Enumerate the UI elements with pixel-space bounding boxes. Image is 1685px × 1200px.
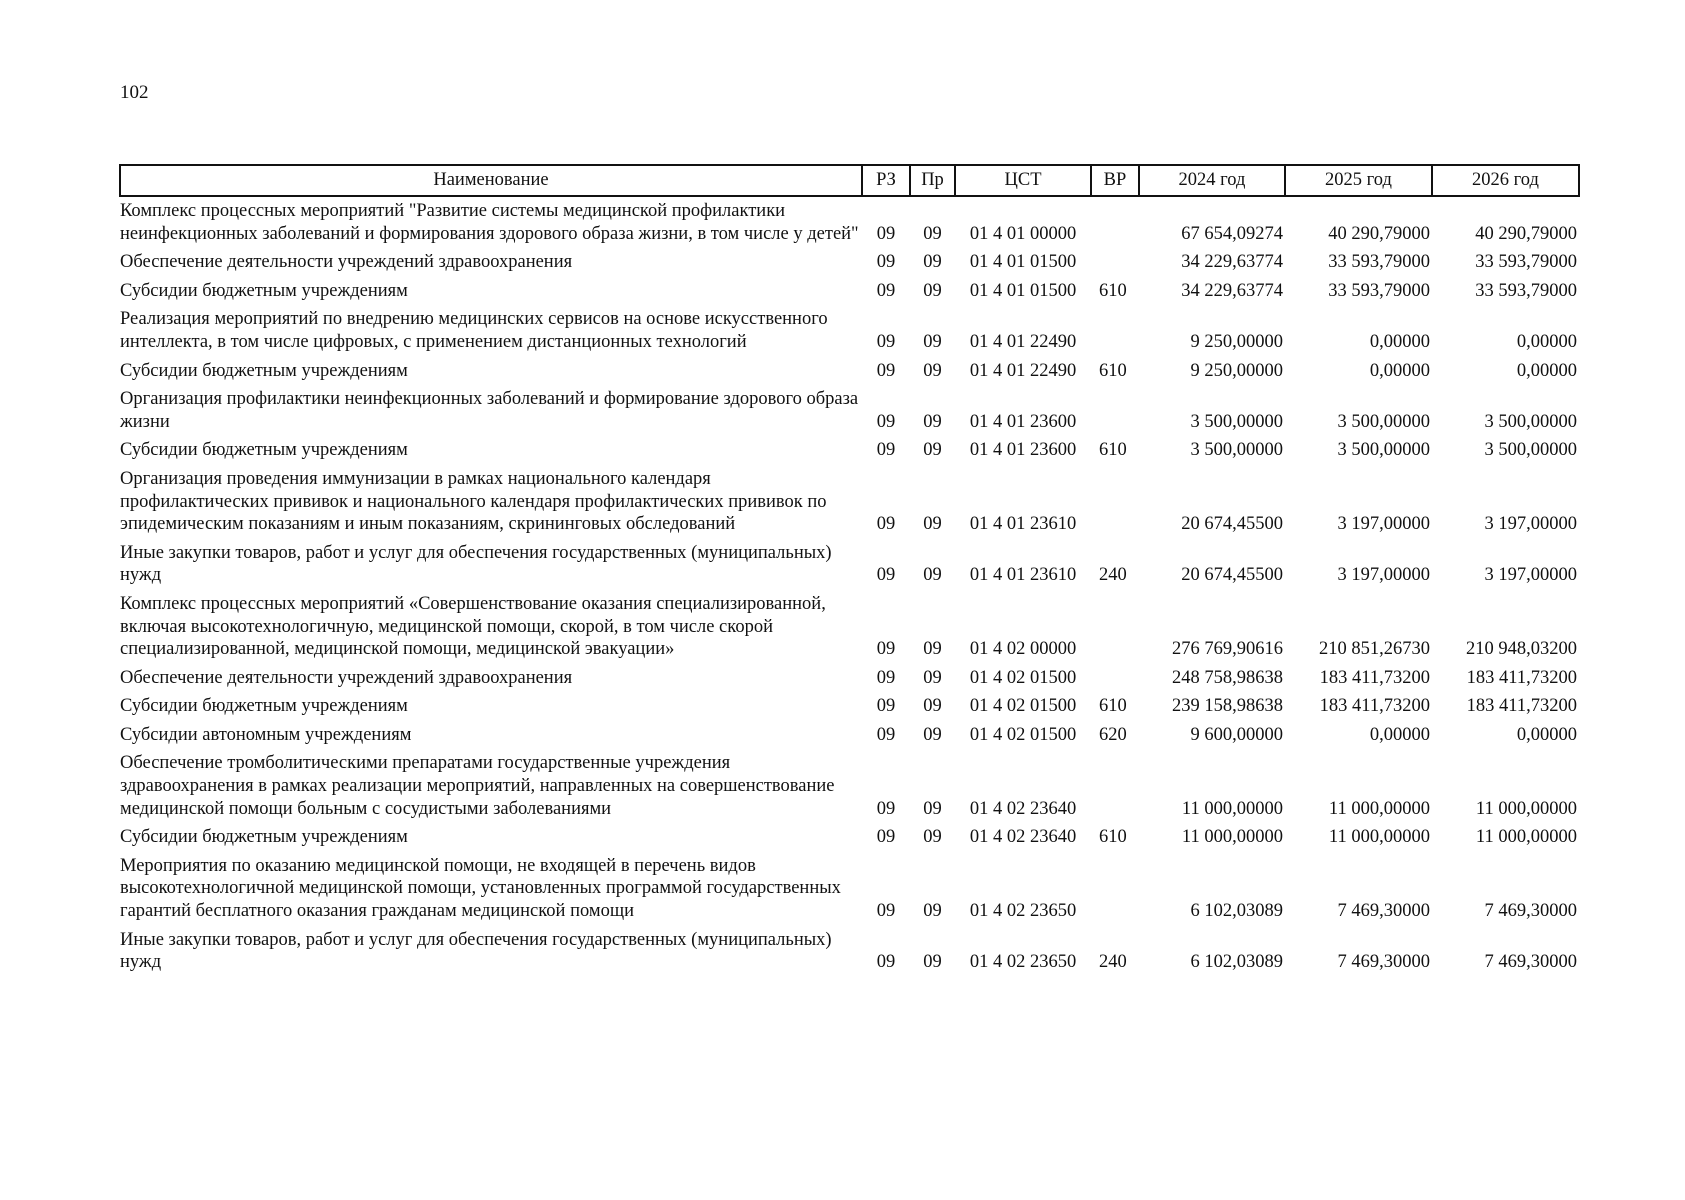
row-cst-cell: 01 4 01 00000 (969, 223, 1077, 244)
row-name-cell: Иные закупки товаров, работ и услуг для обеспечения государственных (муниципальных) нужд (120, 929, 832, 973)
row-pr-cell: 09 (923, 827, 942, 848)
row-vr-cell: 240 (1099, 565, 1127, 586)
row-rz-cell: 09 (876, 252, 896, 273)
row-cst-cell: 01 4 01 01500 (969, 280, 1077, 301)
row-2025-cell: 33 593,79000 (1328, 252, 1430, 273)
row-pr-cell: 09 (923, 252, 942, 273)
row-pr-cell: 09 (923, 696, 942, 717)
row-2025-cell: 0,00000 (1369, 360, 1430, 381)
row-rz-cell: 09 (876, 827, 896, 848)
row-rz-cell: 09 (876, 952, 896, 973)
row-2024-cell: 20 674,45500 (1181, 565, 1283, 586)
row-2025-cell: 7 469,30000 (1337, 901, 1430, 922)
header-cst: ЦСТ (955, 165, 1091, 196)
table-row (120, 823, 1579, 852)
row-2026-cell: 33 593,79000 (1475, 280, 1577, 301)
row-name-cell: Обеспечение тромболитическими препаратами государственные учреждения здравоохранения в рамках реализации мероприятий, направленных на совершенствование медицинской помощи больным с сосудистыми заболеваниями (120, 753, 835, 819)
header-rz: РЗ (862, 165, 910, 196)
row-pr-cell: 09 (923, 280, 942, 301)
table-row (120, 305, 1579, 356)
row-cst-cell: 01 4 02 00000 (969, 639, 1077, 660)
row-2025-cell: 0,00000 (1369, 724, 1430, 745)
row-2026-cell: 3 197,00000 (1484, 565, 1577, 586)
row-2024-cell: 9 250,00000 (1190, 331, 1283, 352)
row-name-cell: Субсидии бюджетным учреждениям (120, 440, 408, 461)
row-name-cell: Комплекс процессных мероприятий «Совершенствование оказания специализированной, включая высокотехнологичную, медицинской помощи, скорой, в том числе скорой специализированной, медицинской помощи, медицинской эвакуации» (120, 593, 826, 660)
row-2025-cell: 3 500,00000 (1337, 411, 1430, 432)
header-2025: 2025 год (1285, 165, 1432, 196)
row-vr-cell: 620 (1099, 724, 1127, 745)
row-vr-cell (1091, 852, 1139, 926)
row-2026-cell: 0,00000 (1516, 360, 1577, 381)
row-rz-cell: 09 (876, 696, 896, 717)
row-2026-cell: 210 948,03200 (1466, 639, 1577, 660)
row-vr-cell (1091, 590, 1139, 664)
row-2026-cell: 3 197,00000 (1484, 514, 1577, 535)
row-name-cell: Субсидии автономным учреждениям (120, 724, 412, 745)
row-2026-cell: 183 411,73200 (1466, 696, 1577, 717)
table-row (120, 465, 1579, 539)
row-vr-cell: 610 (1099, 360, 1127, 381)
row-name-cell: Субсидии бюджетным учреждениям (120, 360, 408, 381)
row-cst-cell: 01 4 02 23650 (969, 952, 1077, 973)
row-name-cell: Субсидии бюджетным учреждениям (120, 280, 408, 301)
row-name-cell: Субсидии бюджетным учреждениям (120, 827, 408, 848)
row-2024-cell: 6 102,03089 (1190, 901, 1283, 922)
row-2025-cell: 3 197,00000 (1337, 565, 1430, 586)
row-2025-cell: 33 593,79000 (1328, 280, 1430, 301)
row-pr-cell: 09 (923, 411, 942, 432)
row-2026-cell: 183 411,73200 (1466, 667, 1577, 688)
row-pr-cell: 09 (923, 360, 942, 381)
row-pr-cell: 09 (923, 514, 942, 535)
row-rz-cell: 09 (876, 411, 896, 432)
row-rz-cell: 09 (876, 901, 896, 922)
row-cst-cell: 01 4 01 22490 (969, 331, 1077, 352)
table-row (120, 196, 1579, 248)
page-number: 102 (120, 82, 149, 103)
row-2025-cell: 40 290,79000 (1328, 223, 1430, 244)
row-cst-cell: 01 4 02 23650 (969, 901, 1077, 922)
row-2026-cell: 7 469,30000 (1484, 901, 1577, 922)
row-2026-cell: 0,00000 (1516, 331, 1577, 352)
row-2024-cell: 3 500,00000 (1190, 440, 1283, 461)
header-name: Наименование (120, 165, 862, 196)
header-2026: 2026 год (1432, 165, 1579, 196)
row-2024-cell: 3 500,00000 (1190, 411, 1283, 432)
table-row (120, 721, 1579, 750)
row-2026-cell: 11 000,00000 (1475, 798, 1577, 819)
row-vr-cell: 610 (1099, 827, 1127, 848)
table-row (120, 385, 1579, 436)
row-pr-cell: 09 (923, 724, 942, 745)
row-2024-cell: 67 654,09274 (1181, 223, 1283, 244)
budget-table (119, 164, 1580, 977)
row-2024-cell: 34 229,63774 (1181, 252, 1283, 273)
row-rz-cell: 09 (876, 331, 896, 352)
header-2024: 2024 год (1139, 165, 1285, 196)
row-name-cell: Субсидии бюджетным учреждениям (120, 696, 408, 717)
table-header-row (120, 165, 1579, 196)
row-name-cell: Комплекс процессных мероприятий "Развитие системы медицинской профилактики неинфекционных заболеваний и формирования здорового образа жизни, в том числе у детей" (120, 201, 859, 244)
row-2025-cell: 210 851,26730 (1319, 639, 1430, 660)
header-vr: ВР (1091, 165, 1139, 196)
row-rz-cell: 09 (876, 565, 896, 586)
table-row (120, 664, 1579, 693)
row-cst-cell: 01 4 02 23640 (969, 798, 1077, 819)
row-2025-cell: 11 000,00000 (1328, 827, 1430, 848)
row-rz-cell: 09 (876, 724, 896, 745)
row-2024-cell: 276 769,90616 (1172, 639, 1283, 660)
row-2025-cell: 3 500,00000 (1337, 440, 1430, 461)
row-rz-cell: 09 (876, 514, 896, 535)
row-rz-cell: 09 (876, 280, 896, 301)
row-2026-cell: 3 500,00000 (1484, 411, 1577, 432)
table-row (120, 590, 1579, 664)
row-name-cell: Реализация мероприятий по внедрению медицинских сервисов на основе искусственного интеллекта, в том числе цифровых, с применением дистанционных технологий (120, 309, 828, 352)
row-rz-cell: 09 (876, 360, 896, 381)
row-name-cell: Обеспечение деятельности учреждений здравоохранения (120, 252, 573, 273)
row-2024-cell: 239 158,98638 (1172, 696, 1283, 717)
row-2024-cell: 11 000,00000 (1181, 827, 1283, 848)
row-2026-cell: 0,00000 (1516, 724, 1577, 745)
header-pr: Пр (910, 165, 955, 196)
row-cst-cell: 01 4 02 01500 (969, 667, 1077, 688)
row-pr-cell: 09 (923, 223, 942, 244)
row-pr-cell: 09 (923, 901, 942, 922)
row-2025-cell: 0,00000 (1369, 331, 1430, 352)
row-vr-cell: 610 (1099, 440, 1127, 461)
row-name-cell: Обеспечение деятельности учреждений здравоохранения (120, 667, 573, 688)
row-vr-cell (1091, 196, 1139, 248)
row-2024-cell: 9 600,00000 (1190, 724, 1283, 745)
row-2025-cell: 183 411,73200 (1319, 667, 1430, 688)
row-name-cell: Иные закупки товаров, работ и услуг для обеспечения государственных (муниципальных) нужд (120, 542, 832, 586)
table-row (120, 248, 1579, 277)
row-name-cell: Организация профилактики неинфекционных заболеваний и формирование здорового образа жизни (120, 389, 859, 432)
row-2024-cell: 20 674,45500 (1181, 514, 1283, 535)
row-cst-cell: 01 4 01 23600 (969, 440, 1077, 461)
row-2026-cell: 33 593,79000 (1475, 252, 1577, 273)
row-2024-cell: 9 250,00000 (1190, 360, 1283, 381)
row-cst-cell: 01 4 01 23610 (969, 514, 1077, 535)
row-vr-cell: 240 (1099, 952, 1127, 973)
row-cst-cell: 01 4 01 01500 (969, 252, 1077, 273)
table-row (120, 357, 1579, 386)
row-cst-cell: 01 4 02 23640 (969, 827, 1077, 848)
row-2026-cell: 11 000,00000 (1475, 827, 1577, 848)
table-row (120, 852, 1579, 926)
row-2024-cell: 6 102,03089 (1190, 952, 1283, 973)
row-pr-cell: 09 (923, 331, 942, 352)
row-name-cell: Организация проведения иммунизации в рамках национального календаря профилактических прививок и национального календаря профилактических прививок по эпидемическим показаниям и иным показаниям, скрининговых обследований (120, 468, 827, 535)
table-row (120, 749, 1579, 823)
table-row (120, 692, 1579, 721)
row-cst-cell: 01 4 01 23600 (969, 411, 1077, 432)
row-vr-cell: 610 (1099, 280, 1127, 301)
table-row (120, 539, 1579, 590)
row-2024-cell: 34 229,63774 (1181, 280, 1283, 301)
row-pr-cell: 09 (923, 667, 942, 688)
table-row (120, 436, 1579, 465)
row-2025-cell: 3 197,00000 (1337, 514, 1430, 535)
row-pr-cell: 09 (923, 440, 942, 461)
row-2026-cell: 7 469,30000 (1484, 952, 1577, 973)
row-2026-cell: 40 290,79000 (1475, 223, 1577, 244)
row-vr-cell (1091, 465, 1139, 539)
row-pr-cell: 09 (923, 952, 942, 973)
row-vr-cell (1091, 385, 1139, 436)
row-2025-cell: 183 411,73200 (1319, 696, 1430, 717)
row-cst-cell: 01 4 02 01500 (969, 696, 1077, 717)
row-pr-cell: 09 (923, 639, 942, 660)
table-row (120, 277, 1579, 306)
row-vr-cell (1091, 305, 1139, 356)
row-cst-cell: 01 4 01 23610 (969, 565, 1077, 586)
row-rz-cell: 09 (876, 798, 896, 819)
row-rz-cell: 09 (876, 667, 896, 688)
row-cst-cell: 01 4 02 01500 (969, 724, 1077, 745)
row-vr-cell (1091, 749, 1139, 823)
row-2024-cell: 248 758,98638 (1172, 667, 1283, 688)
row-2026-cell: 3 500,00000 (1484, 440, 1577, 461)
row-cst-cell: 01 4 01 22490 (969, 360, 1077, 381)
row-vr-cell: 610 (1099, 696, 1127, 717)
row-2025-cell: 7 469,30000 (1337, 952, 1430, 973)
row-2025-cell: 11 000,00000 (1328, 798, 1430, 819)
row-vr-cell (1091, 664, 1139, 693)
row-name-cell: Мероприятия по оказанию медицинской помощи, не входящей в перечень видов высокотехнологичной медицинской помощи, установленных программой государственных гарантий бесплатного оказания гражданам медицинской помощи (120, 855, 841, 922)
row-pr-cell: 09 (923, 565, 942, 586)
row-pr-cell: 09 (923, 798, 942, 819)
table-row (120, 926, 1579, 977)
row-vr-cell (1091, 248, 1139, 277)
row-rz-cell: 09 (876, 440, 896, 461)
row-rz-cell: 09 (876, 639, 896, 660)
row-rz-cell: 09 (876, 223, 896, 244)
row-2024-cell: 11 000,00000 (1181, 798, 1283, 819)
table-body (120, 196, 1579, 977)
